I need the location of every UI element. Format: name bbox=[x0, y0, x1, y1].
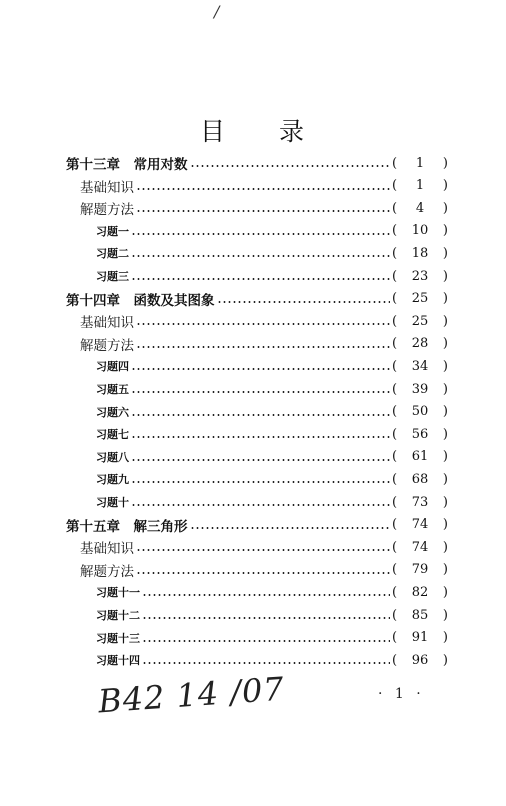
open-paren: ( bbox=[392, 313, 398, 329]
toc-page-number: 73 bbox=[411, 494, 429, 510]
toc-page-number: 61 bbox=[411, 449, 429, 465]
dot-leader bbox=[131, 414, 390, 416]
toc-entry bbox=[66, 152, 448, 174]
toc-entry-label: 习题九 bbox=[96, 473, 129, 487]
open-paren: ( bbox=[392, 630, 398, 646]
dot-leader bbox=[142, 662, 390, 664]
toc-page-ref bbox=[392, 540, 448, 555]
close-paren: ) bbox=[442, 630, 448, 646]
toc-page-ref bbox=[392, 562, 448, 577]
toc-entry-label: 习题十一 bbox=[96, 586, 140, 600]
title-char-right: 录 bbox=[279, 117, 307, 146]
toc-entry-label: 解题方法 bbox=[80, 202, 134, 219]
toc-page-ref bbox=[392, 223, 448, 238]
toc-entry-label: 习题五 bbox=[96, 383, 129, 396]
open-paren: ( bbox=[392, 223, 398, 239]
dot-leader bbox=[136, 346, 390, 348]
open-paren: ( bbox=[392, 336, 398, 352]
toc-entry-label: 基础知识 bbox=[80, 541, 134, 558]
toc-page-number: 91 bbox=[411, 630, 429, 646]
toc-page-number: 74 bbox=[411, 517, 429, 533]
toc-entry bbox=[80, 175, 448, 197]
dot-leader bbox=[142, 617, 390, 619]
toc-page-number: 25 bbox=[411, 291, 429, 307]
toc-entry-label: 基础知识 bbox=[80, 179, 134, 196]
toc-page-number: 50 bbox=[411, 404, 429, 420]
toc-entry bbox=[96, 265, 448, 287]
dot-leader bbox=[131, 504, 390, 506]
handwritten-note: B42 14 /07 bbox=[96, 669, 286, 721]
page-title bbox=[0, 112, 506, 148]
close-paren: ) bbox=[442, 426, 448, 442]
toc-entry-label: 习题一 bbox=[96, 224, 129, 238]
toc-entry-label: 习题三 bbox=[96, 270, 129, 283]
toc-entry bbox=[80, 197, 448, 219]
toc-page-number: 18 bbox=[411, 245, 429, 261]
open-paren: ( bbox=[392, 562, 398, 578]
close-paren: ) bbox=[442, 562, 448, 578]
toc-entry-label: 第十三章 常用对数 bbox=[66, 157, 188, 173]
toc-page-number: 96 bbox=[411, 652, 429, 668]
toc-entry bbox=[96, 581, 448, 603]
open-paren: ( bbox=[392, 471, 398, 487]
toc-page-ref bbox=[392, 156, 448, 171]
close-paren: ) bbox=[442, 223, 448, 239]
toc-entry bbox=[96, 423, 448, 445]
toc-entry-label: 习题六 bbox=[96, 405, 129, 419]
dot-leader bbox=[217, 301, 391, 303]
toc-page-number: 39 bbox=[411, 381, 429, 397]
page-number: · 1 · bbox=[378, 686, 425, 702]
close-paren: ) bbox=[442, 291, 448, 307]
toc-entry bbox=[80, 559, 448, 581]
open-paren: ( bbox=[392, 291, 398, 307]
toc-page-ref bbox=[392, 336, 448, 351]
top-mark: / bbox=[214, 2, 220, 21]
toc-page-ref bbox=[392, 449, 448, 464]
toc-page-number: 1 bbox=[415, 178, 425, 194]
toc-page-number: 28 bbox=[411, 336, 429, 352]
toc-entry bbox=[80, 333, 448, 355]
toc-entry-label: 习题十四 bbox=[96, 654, 140, 668]
toc-entry bbox=[80, 536, 448, 558]
toc-entry bbox=[96, 468, 448, 490]
close-paren: ) bbox=[442, 245, 448, 261]
open-paren: ( bbox=[392, 517, 398, 533]
close-paren: ) bbox=[442, 404, 448, 420]
open-paren: ( bbox=[392, 178, 398, 194]
open-paren: ( bbox=[392, 607, 398, 623]
toc-page-ref bbox=[392, 495, 448, 510]
close-paren: ) bbox=[442, 539, 448, 555]
toc-entry bbox=[96, 220, 448, 242]
close-paren: ) bbox=[442, 200, 448, 216]
toc-entry-label: 习题二 bbox=[96, 247, 129, 261]
toc-entry bbox=[96, 378, 448, 400]
toc-entry-label: 解题方法 bbox=[80, 563, 134, 580]
toc-page-ref bbox=[392, 404, 448, 419]
close-paren: ) bbox=[442, 313, 448, 329]
dot-leader bbox=[131, 368, 390, 370]
toc-page-number: 4 bbox=[415, 200, 425, 216]
dot-leader bbox=[131, 481, 390, 483]
dot-leader bbox=[136, 210, 390, 212]
open-paren: ( bbox=[392, 381, 398, 397]
dot-leader bbox=[131, 391, 390, 393]
toc-entry bbox=[96, 604, 448, 626]
close-paren: ) bbox=[442, 517, 448, 533]
close-paren: ) bbox=[442, 268, 448, 284]
title-char-left: 目 bbox=[199, 117, 227, 146]
toc-entry-label: 习题四 bbox=[96, 360, 129, 374]
toc-entry bbox=[96, 491, 448, 513]
toc-entry-label: 第十四章 函数及其图象 bbox=[66, 292, 215, 309]
close-paren: ) bbox=[442, 178, 448, 194]
toc-page-ref bbox=[392, 201, 448, 216]
toc-entry bbox=[96, 446, 448, 468]
close-paren: ) bbox=[442, 155, 448, 171]
toc-entry-label: 基础知识 bbox=[80, 315, 134, 332]
toc-page-number: 79 bbox=[411, 562, 429, 578]
toc-page-number: 1 bbox=[415, 155, 425, 171]
toc-page-ref bbox=[392, 359, 448, 374]
toc-entry bbox=[80, 310, 448, 332]
open-paren: ( bbox=[392, 652, 398, 668]
toc-page-ref bbox=[392, 382, 448, 397]
dot-leader bbox=[131, 233, 390, 235]
toc-entry-label: 习题八 bbox=[96, 450, 129, 464]
toc-entry bbox=[96, 242, 448, 264]
toc-entry bbox=[66, 514, 448, 536]
toc-entry bbox=[96, 627, 448, 649]
dot-leader bbox=[142, 594, 390, 596]
toc-page-ref bbox=[392, 653, 448, 668]
toc-entry bbox=[96, 355, 448, 377]
dot-leader bbox=[131, 459, 390, 461]
close-paren: ) bbox=[442, 449, 448, 465]
dot-leader bbox=[136, 549, 390, 551]
toc-entry bbox=[66, 288, 448, 310]
open-paren: ( bbox=[392, 539, 398, 555]
dot-leader bbox=[190, 527, 391, 529]
open-paren: ( bbox=[392, 426, 398, 442]
toc-entry-label: 第十五章 解三角形 bbox=[66, 518, 188, 535]
toc-page-number: 10 bbox=[411, 223, 429, 239]
toc-page-ref bbox=[392, 585, 448, 600]
toc-page-ref bbox=[392, 517, 448, 532]
dot-leader bbox=[136, 323, 390, 325]
close-paren: ) bbox=[442, 336, 448, 352]
open-paren: ( bbox=[392, 584, 398, 600]
toc-page-number: 74 bbox=[411, 539, 429, 555]
toc-page-ref bbox=[392, 427, 448, 442]
toc-entry-label: 习题十二 bbox=[96, 609, 140, 622]
dot-leader bbox=[131, 255, 390, 257]
close-paren: ) bbox=[442, 652, 448, 668]
open-paren: ( bbox=[392, 155, 398, 171]
close-paren: ) bbox=[442, 584, 448, 600]
toc-entry-label: 解题方法 bbox=[80, 337, 134, 354]
dot-leader bbox=[136, 572, 390, 574]
toc-entry-label: 习题十 bbox=[96, 496, 129, 509]
dot-leader bbox=[136, 188, 390, 190]
close-paren: ) bbox=[442, 471, 448, 487]
close-paren: ) bbox=[442, 358, 448, 374]
toc-page-number: 34 bbox=[411, 358, 429, 374]
toc-page-ref bbox=[392, 314, 448, 329]
toc-page-ref bbox=[392, 291, 448, 306]
open-paren: ( bbox=[392, 245, 398, 261]
dot-leader bbox=[190, 165, 391, 167]
open-paren: ( bbox=[392, 404, 398, 420]
close-paren: ) bbox=[442, 607, 448, 623]
toc-entry bbox=[96, 401, 448, 423]
toc-page-ref bbox=[392, 178, 448, 193]
toc-entry-label: 习题十三 bbox=[96, 631, 140, 645]
toc-page-ref bbox=[392, 630, 448, 645]
toc-page-number: 85 bbox=[411, 607, 429, 623]
close-paren: ) bbox=[442, 494, 448, 510]
dot-leader bbox=[142, 640, 390, 642]
toc-page-ref bbox=[392, 246, 448, 261]
open-paren: ( bbox=[392, 494, 398, 510]
dot-leader bbox=[131, 278, 390, 280]
dot-leader bbox=[131, 436, 390, 438]
open-paren: ( bbox=[392, 200, 398, 216]
toc-page-number: 23 bbox=[411, 268, 429, 284]
toc-page-ref bbox=[392, 269, 448, 284]
toc-page-number: 68 bbox=[411, 471, 429, 487]
open-paren: ( bbox=[392, 268, 398, 284]
close-paren: ) bbox=[442, 381, 448, 397]
open-paren: ( bbox=[392, 358, 398, 374]
toc-page-ref bbox=[392, 472, 448, 487]
toc-page-ref bbox=[392, 608, 448, 623]
open-paren: ( bbox=[392, 449, 398, 465]
toc-page-number: 25 bbox=[411, 313, 429, 329]
toc-page-number: 56 bbox=[411, 426, 429, 442]
toc-entry-label: 习题七 bbox=[96, 428, 129, 442]
toc-entry bbox=[96, 649, 448, 671]
toc-page-number: 82 bbox=[411, 584, 429, 600]
